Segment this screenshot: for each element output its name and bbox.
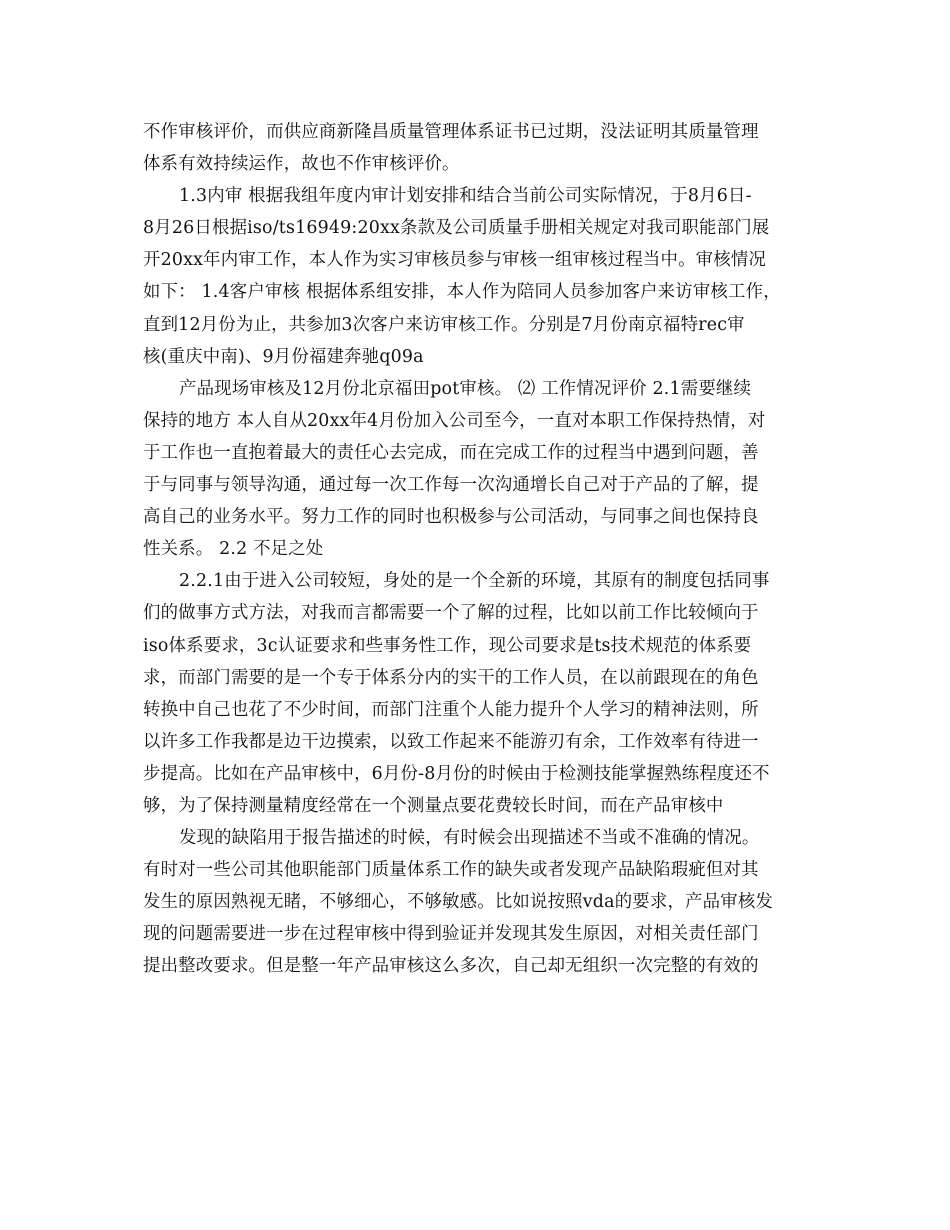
text-line: 步提高。比如在产品审核中，6月份-8月份的时候由于检测技能掌握熟练程度还不 [143,763,770,784]
text-line: 2.2.1由于进入公司较短，身处的是一个全新的环境，其原有的制度包括同事 [179,571,770,592]
text-line: iso体系要求，3c认证要求和些事务性工作，现公司要求是ts技术规范的体系要 [143,635,752,656]
text-line: 们的做事方式方法，对我而言都需要一个了解的过程，比如以前工作比较倾向于 [143,603,759,624]
text-line: 不作审核评价，而供应商新隆昌质量管理体系证书已过期，没法证明其质量管理 [143,122,759,142]
document-body [143,116,823,983]
text-line: 体系有效持续运作，故也不作审核评价。 [143,154,460,175]
text-line: 保持的地方 本人自从20xx年4月份加入公司至今，一直对本职工作保持热情，对 [143,410,766,431]
text-line: 开20xx年内审工作，本人作为实习审核员参与审核一组审核过程当中。审核情况 [143,250,767,271]
text-line: 有时对一些公司其他职能部门质量体系工作的缺失或者发现产品缺陷瑕疵但对其 [143,860,759,881]
text-line: 求，而部门需要的是一个专于体系分内的实干的工作人员，在以前跟现在的角色 [143,667,759,688]
text-line: 以许多工作我都是边干边摸索，以致工作起来不能游刃有余，工作效率有待进一 [143,731,759,752]
text-line: 现的问题需要进一步在过程审核中得到验证并发现其发生原因，对相关责任部门 [143,924,759,945]
text-line: 1.3内审 根据我组年度内审计划安排和结合当前公司实际情况，于8月6日- [179,186,752,207]
text-line: 直到12月份为止，共参加3次客户来访审核工作。分别是7月份南京福特rec审 [143,314,745,335]
text-line: 于工作也一直抱着最大的责任心去完成，而在完成工作的过程当中遇到问题，善 [143,442,759,463]
text-line: 8月26日根据iso/ts16949:20xx条款及公司质量手册相关规定对我司职能部门展 [143,218,770,239]
text-line: 高自己的业务水平。努力工作的同时也积极参与公司活动，与同事之间也保持良 [143,507,759,528]
text-line: 性关系。 2.2 不足之处 [143,539,324,560]
text-line: 核(重庆中南)、9月份福建奔驰q09a [143,346,424,367]
text-line: 发生的原因熟视无睹，不够细心，不够敏感。比如说按照vda的要求，产品审核发 [143,892,774,913]
text-line: 转换中自己也花了不少时间，而部门注重个人能力提升个人学习的精神法则，所 [143,699,759,720]
text-line: 产品现场审核及12月份北京福田pot审核。 ⑵ 工作情况评价 2.1需要继续 [179,378,752,399]
text-line: 够，为了保持测量精度经常在一个测量点要花费较长时间，而在产品审核中 [143,795,724,816]
text-line: 发现的缺陷用于报告描述的时候，有时候会出现描述不当或不准确的情况。 [179,828,760,849]
text-line: 于与同事与领导沟通，通过每一次工作每一次沟通增长自己对于产品的了解，提 [143,475,759,496]
text-line: 提出整改要求。但是整一年产品审核这么多次，自己却无组织一次完整的有效的 [143,956,759,977]
text-line: 如下： 1.4客户审核 根据体系组安排，本人作为陪同人员参加客户来访审核工作， [143,282,781,303]
